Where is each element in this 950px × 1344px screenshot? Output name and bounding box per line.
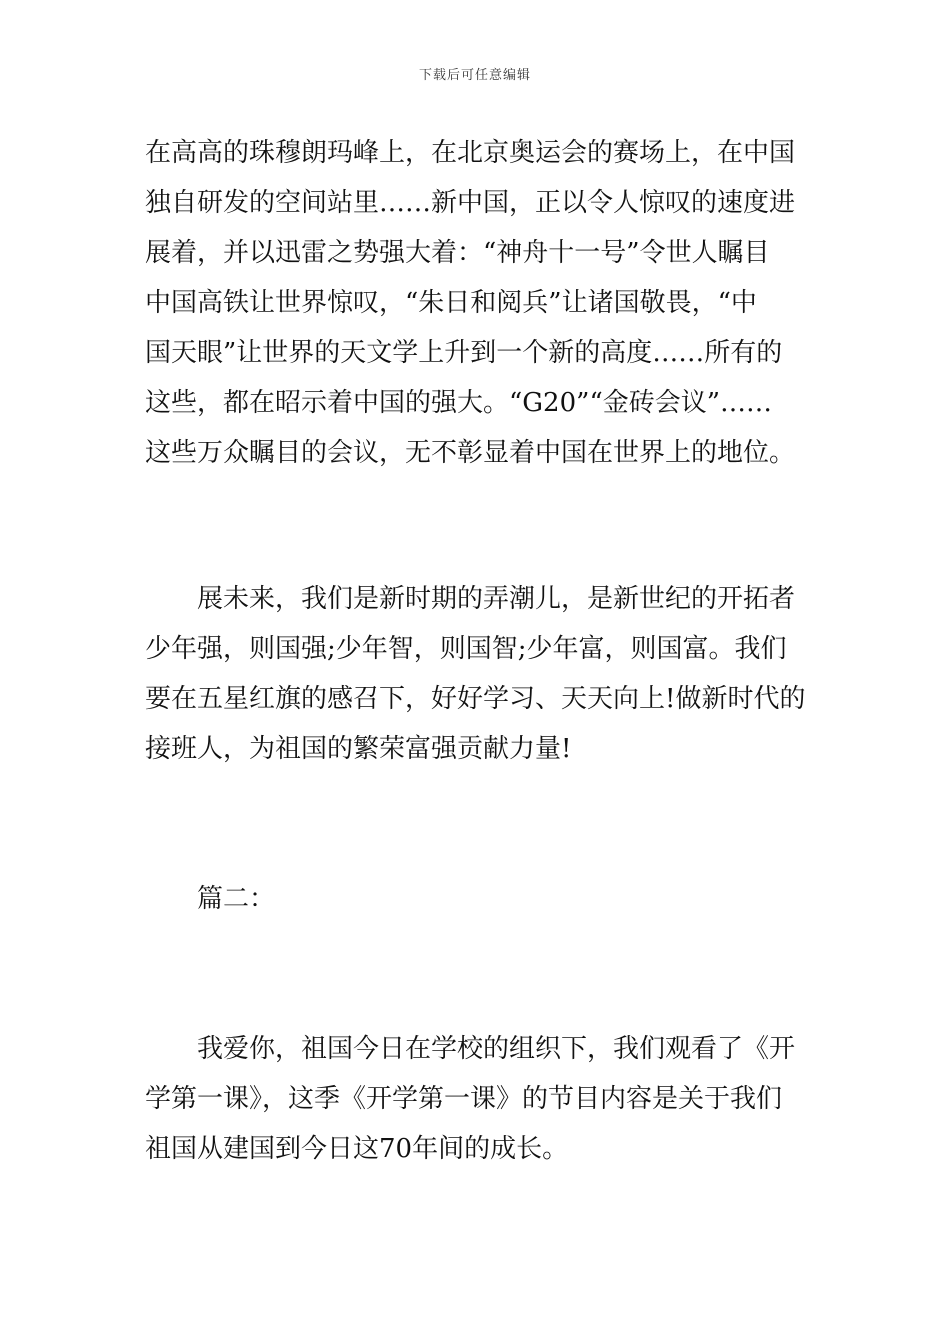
paragraph-line: 这些万众瞩目的会议，无不彰显着中国在世界上的地位。 <box>145 438 796 468</box>
paragraph-line: 祖国从建国到今日这70年间的成长。 <box>145 1134 569 1164</box>
paragraph-line: 国天眼”让世界的天文学上升到一个新的高度……所有的 <box>145 338 783 368</box>
paragraph-line: 在高高的珠穆朗玛峰上，在北京奥运会的赛场上，在中国 <box>145 138 796 168</box>
paragraph-2 <box>145 574 807 774</box>
paragraph-line: 独自研发的空间站里……新中国，正以令人惊叹的速度进 <box>145 188 796 218</box>
section-heading <box>145 874 807 924</box>
paragraph-line: 展着，并以迅雷之势强大着：“神舟十一号”令世人瞩目 <box>145 238 770 268</box>
paragraph-line: 要在五星红旗的感召下，好好学习、天天向上!做新时代的 <box>145 684 806 714</box>
paragraph-line: 我爱你，祖国今日在学校的组织下，我们观看了《开 <box>197 1034 796 1064</box>
paragraph-line: 少年强，则国强;少年智，则国智;少年富，则国富。我们 <box>145 634 787 664</box>
paragraph-line: 学第一课》，这季《开学第一课》的节目内容是关于我们 <box>145 1084 783 1114</box>
page-header: 下载后可任意编辑 <box>418 68 531 83</box>
section-title: 篇二： <box>197 884 276 914</box>
paragraph-1 <box>145 128 807 478</box>
paragraph-line: 展未来，我们是新时期的弄潮儿，是新世纪的开拓者 <box>197 584 796 614</box>
paragraph-line: 这些，都在昭示着中国的强大。“G20”“金砖会议”…… <box>145 388 773 418</box>
paragraph-3 <box>145 1024 807 1174</box>
paragraph-line: 接班人，为祖国的繁荣富强贡献力量! <box>145 734 572 764</box>
paragraph-line: 中国高铁让世界惊叹，“朱日和阅兵”让诸国敬畏，“中 <box>145 288 757 318</box>
